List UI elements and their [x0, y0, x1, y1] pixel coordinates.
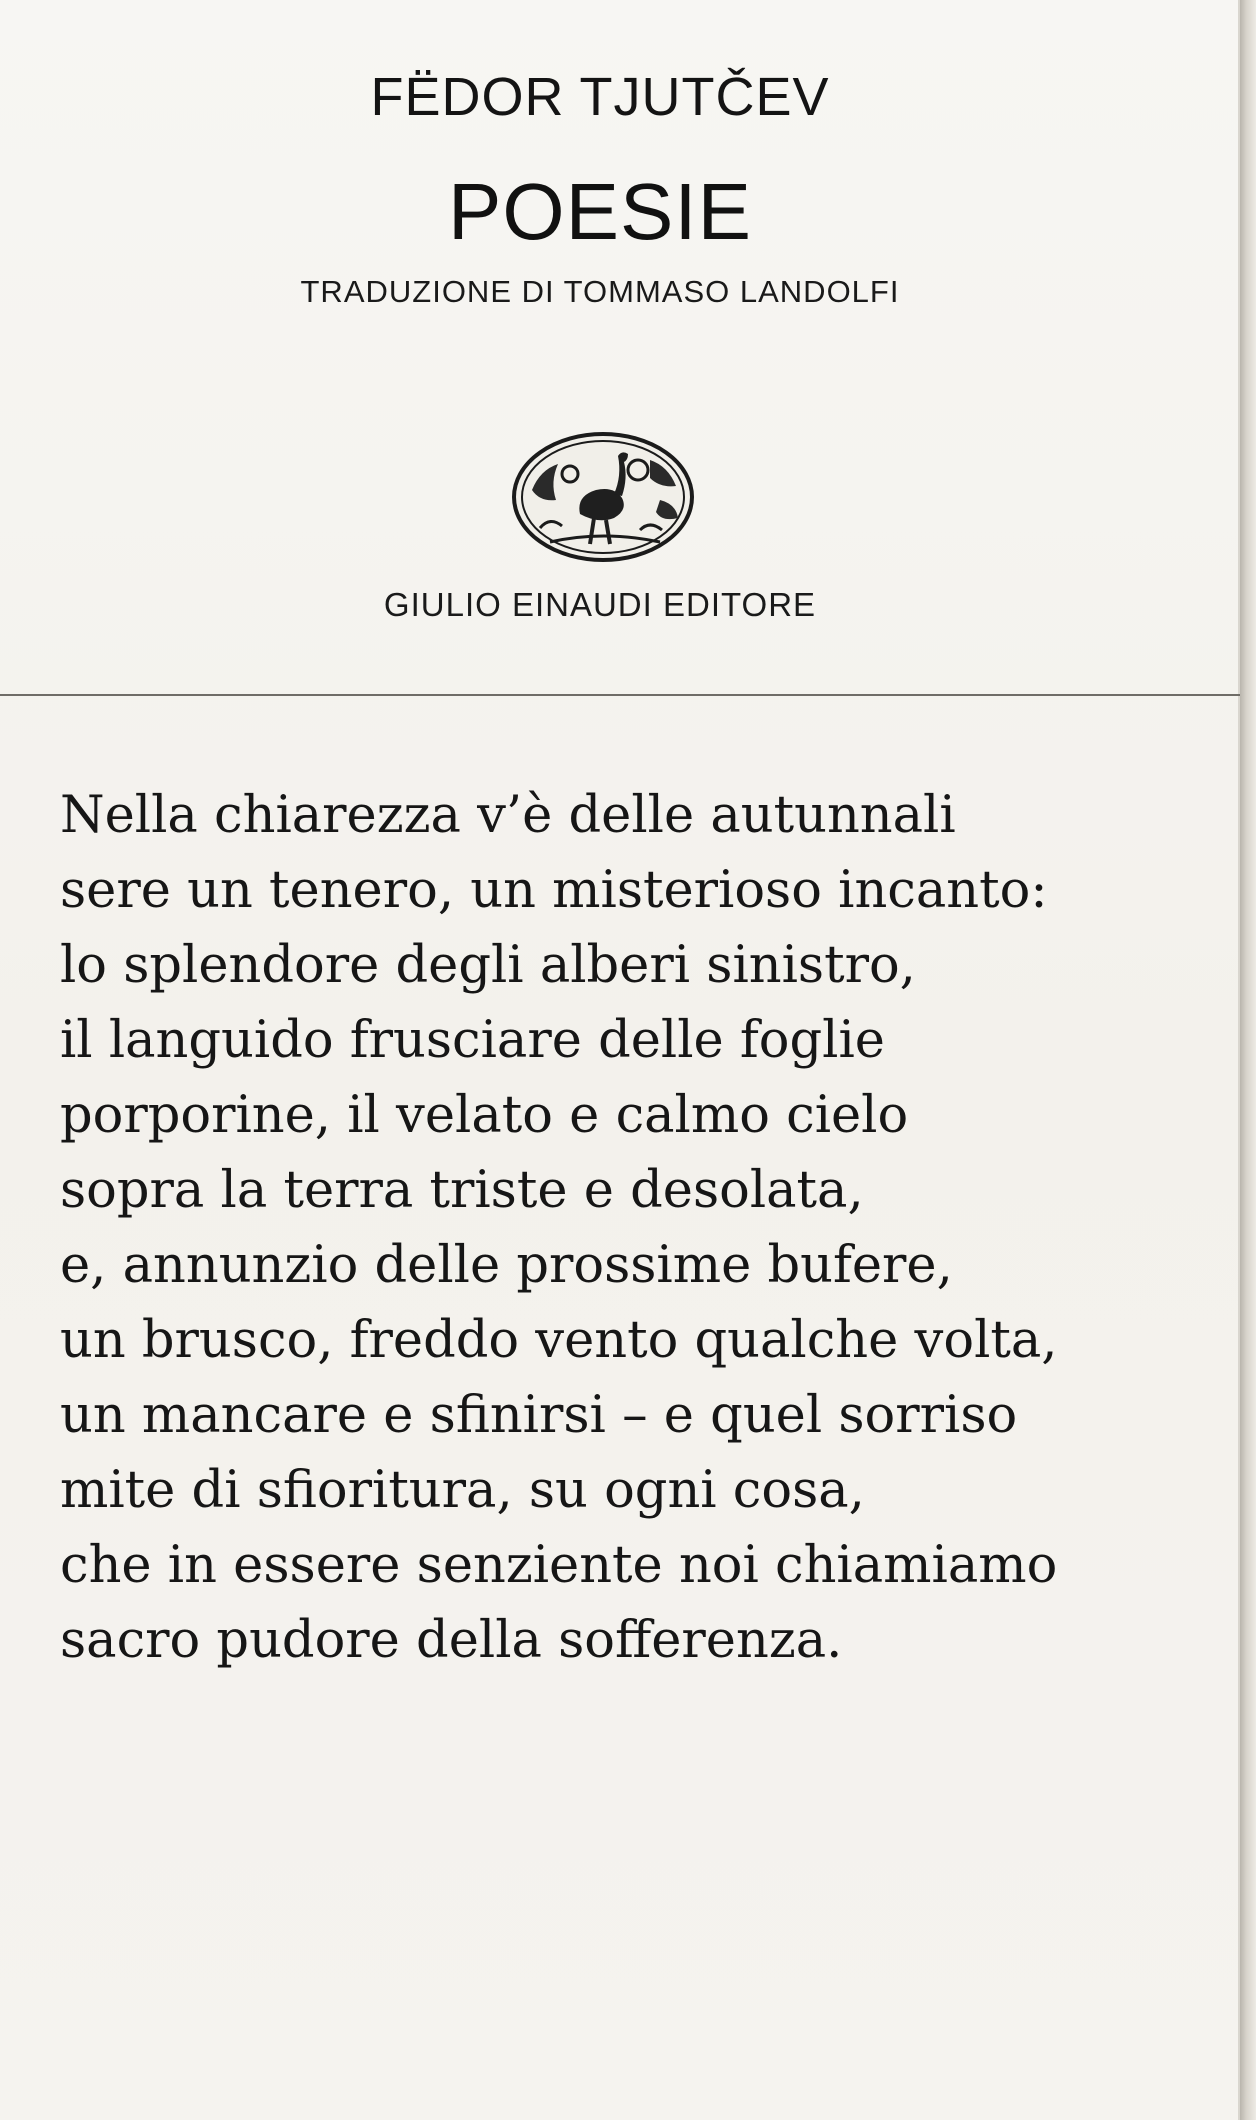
cover-divider	[0, 694, 1240, 696]
poem-line: il languido frusciare delle foglie	[60, 1011, 885, 1070]
poem-line: mite di sfioritura, su ogni cosa,	[60, 1461, 865, 1520]
poem-line: e, annunzio delle prossime bufere,	[60, 1236, 953, 1295]
ostrich-emblem-icon	[510, 430, 696, 564]
poem-line: sacro pudore della sofferenza.	[60, 1611, 843, 1670]
poem-line: sere un tenero, un misterioso incanto:	[60, 861, 1048, 920]
publisher-name: GIULIO EINAUDI EDITORE	[383, 586, 817, 623]
translator-credit: TRADUZIONE DI TOMMASO LANDOLFI	[300, 274, 900, 309]
author-name: FËDOR TJUTČEV	[370, 67, 830, 127]
poem-line: lo splendore degli alberi sinistro,	[60, 936, 916, 995]
book-title: POESIE	[448, 167, 752, 256]
cover-header	[0, 0, 1240, 694]
poem-text	[60, 778, 1220, 1678]
poem-line: un brusco, freddo vento qualche volta,	[60, 1311, 1058, 1370]
poem-line: che in essere senziente noi chiamiamo	[60, 1536, 1058, 1595]
poem-line: porporine, il velato e calmo cielo	[60, 1086, 909, 1145]
page-edge	[1240, 0, 1256, 2120]
poem-line: Nella chiarezza v’è delle autunnali	[60, 786, 956, 845]
poem-line: un mancare e sfinirsi – e quel sorriso	[60, 1386, 1018, 1445]
poem-line: sopra la terra triste e desolata,	[60, 1161, 864, 1220]
